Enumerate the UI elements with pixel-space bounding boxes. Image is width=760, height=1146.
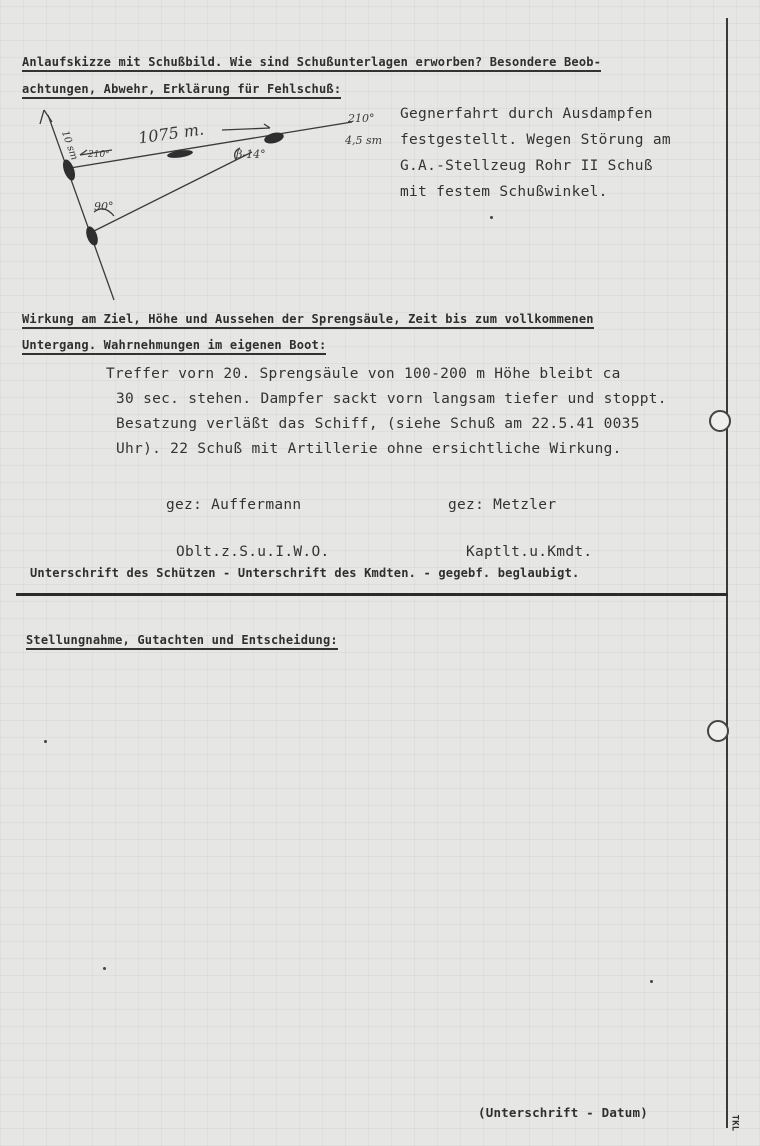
signature-right: gez: Metzler — [448, 497, 557, 513]
section1-typed-2: festgestellt. Wegen Störung am — [400, 132, 671, 148]
section3-label: Stellungnahme, Gutachten und Entscheidung: — [26, 633, 338, 647]
section1-typed-4: mit festem Schußwinkel. — [400, 184, 608, 200]
signature-caption: Unterschrift des Schützen - Unterschrift des Kmdten. - gegebf. beglaubigt. — [30, 566, 580, 580]
sketch-course-left: 210° — [88, 150, 110, 160]
target-course-line — [70, 122, 352, 168]
punch-hole-bottom — [707, 720, 729, 742]
punch-hole-top — [709, 410, 731, 432]
sketch-distance: 1075 m. — [136, 119, 206, 148]
speck — [103, 967, 106, 970]
section2-label-line1: Wirkung am Ziel, Höhe und Aussehen der Sprengsäule, Zeit bis zum vollkommenen — [22, 312, 594, 326]
sketch-distance-right: 4,5 sm — [345, 134, 383, 147]
section2-typed-1: Treffer vorn 20. Sprengsäule von 100-200 m Höhe bleibt ca — [106, 366, 621, 382]
speck — [490, 216, 493, 219]
signature-date-caption: (Unterschrift - Datum) — [478, 1105, 648, 1120]
section2-label-line2: Untergang. Wahrnehmungen im eigenen Boot: — [22, 338, 326, 352]
rank-right: Kaptlt.u.Kmdt. — [466, 544, 593, 560]
sketch-angle: 90° — [94, 200, 114, 213]
rank-left: Oblt.z.S.u.I.W.O. — [176, 544, 330, 560]
section-divider — [16, 593, 728, 596]
attack-sketch — [22, 100, 422, 310]
right-margin-rule — [726, 18, 728, 1128]
sketch-beta: β-14° — [236, 148, 266, 161]
speck — [650, 980, 653, 983]
margin-mark: TKL — [729, 1114, 740, 1132]
section1-label-line2: achtungen, Abwehr, Erklärung für Fehlschuß: — [22, 82, 341, 96]
section2-typed-4: Uhr). 22 Schuß mit Artillerie ohne ersichtliche Wirkung. — [116, 441, 622, 457]
torpedo-track-line — [92, 152, 252, 232]
target-ship — [263, 131, 285, 146]
section1-label-line1: Anlaufskizze mit Schußbild. Wie sind Schußunterlagen erworben? Besondere Beob- — [22, 55, 601, 69]
own-boat-2 — [84, 225, 100, 247]
section2-typed-3: Besatzung verläßt das Schiff, (siehe Schuß am 22.5.41 0035 — [116, 416, 640, 432]
section1-typed-3: G.A.-Stellzeug Rohr II Schuß — [400, 158, 653, 174]
section2-typed-2: 30 sec. stehen. Dampfer sackt vorn langsam tiefer und stoppt. — [116, 391, 667, 407]
section1-typed-1: Gegnerfahrt durch Ausdampfen — [400, 106, 653, 122]
speck — [44, 740, 47, 743]
signature-left: gez: Auffermann — [166, 497, 302, 513]
sketch-left-label: 10 sm — [58, 129, 80, 162]
sketch-course-right: 210° — [348, 112, 375, 125]
